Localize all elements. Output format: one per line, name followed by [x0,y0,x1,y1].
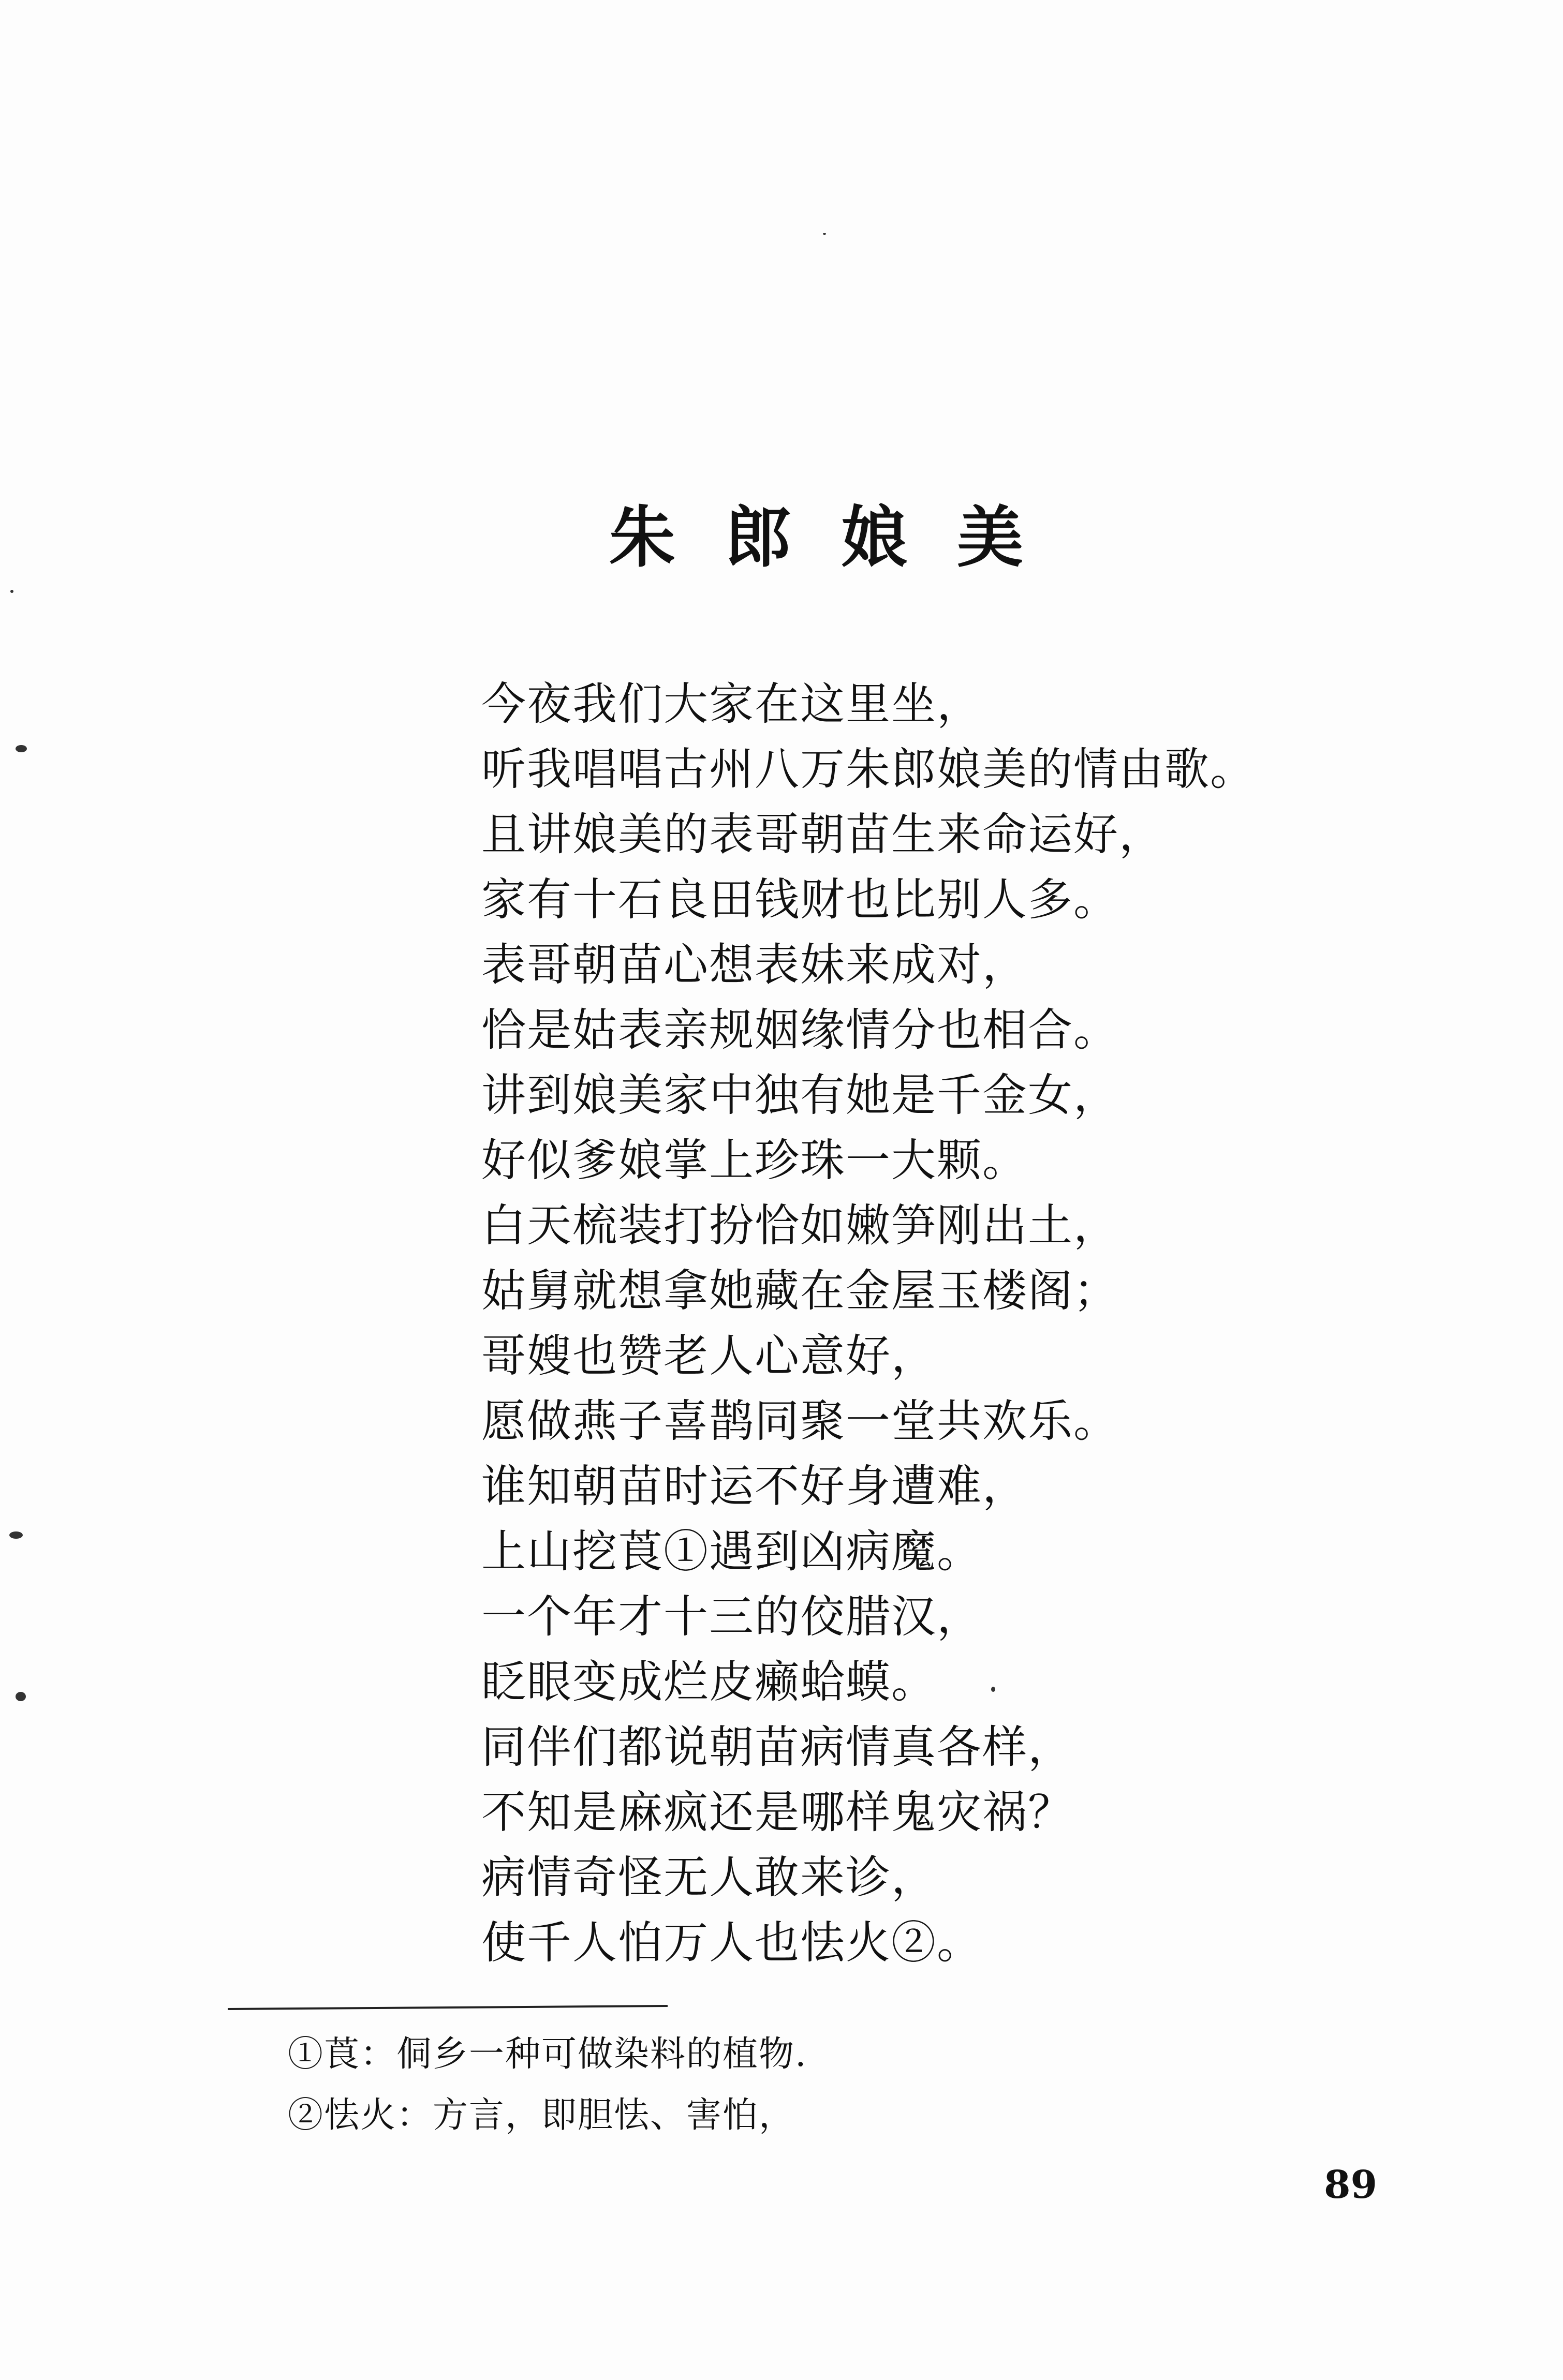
poem-line: 使千人怕万人也怯火②。 [481,1917,982,1969]
poem-line: 今夜我们大家在这里坐， [481,678,982,730]
poem-line: 且讲娘美的表哥朝苗生来命运好， [481,809,1164,860]
poem-line: 同伴们都说朝苗病情真各样， [481,1721,1073,1773]
footnotes [288,2024,1426,2146]
footnote-2: ②怯火：方言，即胆怯、害怕， [288,2095,795,2136]
poem-line: 愿做燕子喜鹊同聚一堂共欢乐。 [481,1395,1119,1447]
poem-line: 不知是麻疯还是哪样鬼灾祸？ [481,1787,1073,1838]
poem-line: 好似爹娘掌上珍珠一大颗。 [481,1135,1028,1186]
poem-line: 病情奇怪无人敢来诊， [481,1852,937,1903]
scan-speck [823,233,826,235]
poem-line: 上山挖莨①遇到凶病魔。 [481,1526,982,1578]
poem-line: 表哥朝苗心想表妹来成对， [481,939,1028,991]
scan-speck [991,1687,995,1692]
poem-line: 哥嫂也赞老人心意好， [481,1330,937,1382]
poem-line: 家有十石良田钱财也比别人多。 [481,874,1119,926]
poem-body [481,672,1465,1975]
poem-line: 一个年才十三的佼腊汉， [481,1591,982,1643]
poem-line: 讲到娘美家中独有她是千金女， [481,1069,1119,1121]
scan-speck [16,1692,26,1701]
poem-line: 恰是姑表亲规姻缘情分也相合。 [481,1004,1119,1056]
footnote-1: ①莨：侗乡一种可做染料的植物. [288,2034,807,2075]
scan-speck [16,745,27,752]
scan-speck [9,1531,23,1539]
poem-line: 白天梳装打扮恰如嫩笋刚出土， [481,1200,1119,1252]
footnote-divider [228,2005,668,2010]
poem-line: 谁知朝苗时运不好身遭难， [481,1461,1028,1512]
poem-line: 姑舅就想拿她藏在金屋玉楼阁； [481,1265,1119,1317]
poem-title: 朱郎娘美 [609,499,1073,576]
poem-line: 听我唱唱古州八万朱郎娘美的情由歌。 [481,743,1256,795]
poem-line: 眨眼变成烂皮癞蛤蟆。 [481,1656,937,1708]
page-number: 89 [1324,2163,1377,2207]
scan-speck [10,590,13,593]
